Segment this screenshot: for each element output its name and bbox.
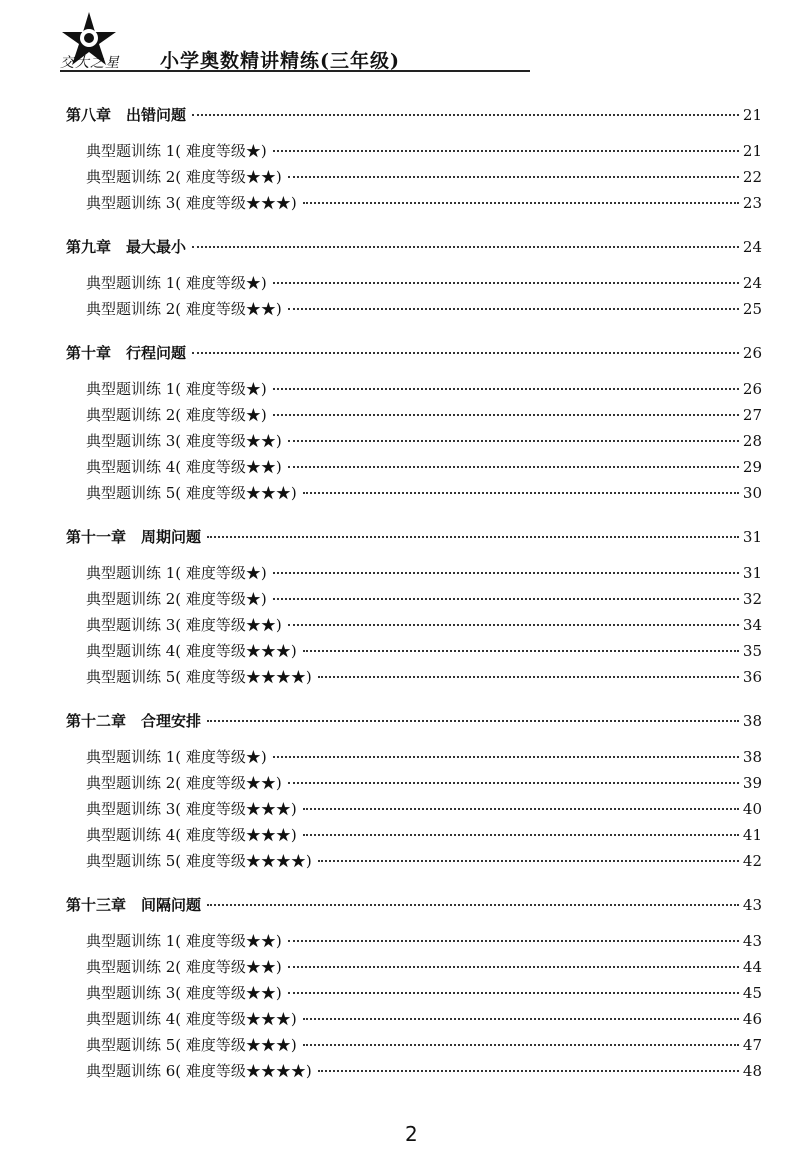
dot-leader: [273, 414, 739, 416]
toc-label: 第八章 出错问题: [66, 106, 187, 124]
dot-leader: [303, 808, 739, 810]
toc-page: 26: [742, 344, 762, 362]
toc-page: 43: [742, 896, 762, 914]
toc-page: 31: [742, 564, 762, 582]
toc-page: 28: [742, 432, 762, 450]
toc-section: [86, 298, 762, 319]
toc-chapter: [66, 894, 762, 915]
toc-page: 25: [742, 300, 762, 318]
toc-label: 典型题训练 4( 难度等级★★): [86, 458, 282, 476]
dot-leader: [288, 308, 739, 310]
dot-leader: [207, 536, 739, 538]
dot-leader: [303, 1018, 739, 1020]
book-title: 小学奥数精讲精练(三年级): [160, 50, 400, 72]
toc-page: 43: [742, 932, 762, 950]
toc-label: 典型题训练 1( 难度等级★): [86, 748, 267, 766]
toc-page: 39: [742, 774, 762, 792]
dot-leader: [192, 114, 739, 116]
dot-leader: [318, 676, 739, 678]
dot-leader: [288, 966, 739, 968]
toc-section: [86, 404, 762, 425]
toc-label: 典型题训练 5( 难度等级★★★★): [86, 668, 312, 686]
dot-leader: [288, 940, 739, 942]
toc-label: 典型题训练 2( 难度等级★): [86, 590, 267, 608]
dot-leader: [303, 492, 739, 494]
toc-section: [86, 1034, 762, 1055]
toc-page: 30: [742, 484, 762, 502]
toc-chapter: [66, 104, 762, 125]
toc-section: [86, 930, 762, 951]
dot-leader: [273, 150, 739, 152]
dot-leader: [303, 1044, 739, 1046]
toc-page: 38: [742, 748, 762, 766]
toc-section: [86, 614, 762, 635]
toc-page: 45: [742, 984, 762, 1002]
toc-page: 26: [742, 380, 762, 398]
logo-text: 交大之星: [60, 55, 120, 71]
toc-page: 48: [742, 1062, 762, 1080]
toc-label: 典型题训练 1( 难度等级★): [86, 142, 267, 160]
toc-chapter: [66, 526, 762, 547]
toc-label: 典型题训练 2( 难度等级★★): [86, 774, 282, 792]
toc-page: 24: [742, 274, 762, 292]
toc-section: [86, 746, 762, 767]
toc-label: 第十章 行程问题: [66, 344, 187, 362]
toc-page: 42: [742, 852, 762, 870]
toc-label: 典型题训练 5( 难度等级★★★): [86, 484, 297, 502]
toc-label: 典型题训练 1( 难度等级★): [86, 564, 267, 582]
dot-leader: [318, 1070, 739, 1072]
dot-leader: [288, 624, 739, 626]
toc-section: [86, 772, 762, 793]
toc-label: 典型题训练 1( 难度等级★): [86, 274, 267, 292]
toc-page: 35: [742, 642, 762, 660]
toc-section: [86, 430, 762, 451]
toc-label: 典型题训练 3( 难度等级★★★): [86, 800, 297, 818]
toc-label: 典型题训练 3( 难度等级★★): [86, 432, 282, 450]
dot-leader: [207, 720, 739, 722]
toc-label: 典型题训练 3( 难度等级★★): [86, 616, 282, 634]
toc-chapter: [66, 236, 762, 257]
toc-page: 22: [742, 168, 762, 186]
dot-leader: [273, 572, 739, 574]
toc-section: [86, 166, 762, 187]
dot-leader: [288, 782, 739, 784]
toc-page: 27: [742, 406, 762, 424]
toc-label: 第九章 最大最小: [66, 238, 187, 256]
toc-page: 46: [742, 1010, 762, 1028]
toc-section: [86, 850, 762, 871]
toc-section: [86, 640, 762, 661]
dot-leader: [288, 992, 739, 994]
toc-label: 典型题训练 6( 难度等级★★★★): [86, 1062, 312, 1080]
toc-label: 典型题训练 1( 难度等级★): [86, 380, 267, 398]
toc-page: 24: [742, 238, 762, 256]
dot-leader: [192, 352, 739, 354]
toc-page: 23: [742, 194, 762, 212]
page-number: 2: [405, 1122, 418, 1146]
toc-section: [86, 798, 762, 819]
toc-page: 21: [742, 142, 762, 160]
toc-page: 29: [742, 458, 762, 476]
toc-page: 21: [742, 106, 762, 124]
toc-label: 典型题训练 2( 难度等级★★): [86, 168, 282, 186]
toc-page: 36: [742, 668, 762, 686]
toc-label: 典型题训练 4( 难度等级★★★): [86, 826, 297, 844]
toc-label: 第十三章 间隔问题: [66, 896, 202, 914]
toc-label: 典型题训练 4( 难度等级★★★): [86, 1010, 297, 1028]
toc-chapter: [66, 710, 762, 731]
toc-label: 典型题训练 3( 难度等级★★★): [86, 194, 297, 212]
toc-page: 41: [742, 826, 762, 844]
toc-page: 38: [742, 712, 762, 730]
toc-section: [86, 956, 762, 977]
toc-section: [86, 824, 762, 845]
toc-section: [86, 272, 762, 293]
toc-section: [86, 456, 762, 477]
dot-leader: [288, 466, 739, 468]
dot-leader: [303, 202, 739, 204]
toc-label: 典型题训练 5( 难度等级★★★★): [86, 852, 312, 870]
dot-leader: [288, 176, 739, 178]
toc-section: [86, 1060, 762, 1081]
dot-leader: [288, 440, 739, 442]
toc-section: [86, 1008, 762, 1029]
dot-leader: [273, 598, 739, 600]
toc-section: [86, 192, 762, 213]
toc-label: 典型题训练 3( 难度等级★★): [86, 984, 282, 1002]
dot-leader: [303, 834, 739, 836]
toc-label: 典型题训练 5( 难度等级★★★): [86, 1036, 297, 1054]
dot-leader: [273, 388, 739, 390]
dot-leader: [207, 904, 739, 906]
toc-section: [86, 140, 762, 161]
toc-label: 典型题训练 4( 难度等级★★★): [86, 642, 297, 660]
toc-page: 47: [742, 1036, 762, 1054]
toc-label: 第十一章 周期问题: [66, 528, 202, 546]
toc-page: 40: [742, 800, 762, 818]
toc-label: 典型题训练 2( 难度等级★★): [86, 958, 282, 976]
toc-page: 31: [742, 528, 762, 546]
toc-section: [86, 378, 762, 399]
dot-leader: [273, 282, 739, 284]
toc-section: [86, 666, 762, 687]
dot-leader: [303, 650, 739, 652]
toc-section: [86, 982, 762, 1003]
toc-label: 典型题训练 2( 难度等级★): [86, 406, 267, 424]
toc-chapter: [66, 342, 762, 363]
toc-label: 典型题训练 2( 难度等级★★): [86, 300, 282, 318]
toc-section: [86, 482, 762, 503]
dot-leader: [318, 860, 739, 862]
toc-section: [86, 588, 762, 609]
dot-leader: [192, 246, 739, 248]
toc-label: 第十二章 合理安排: [66, 712, 202, 730]
toc-page: 44: [742, 958, 762, 976]
toc-label: 典型题训练 1( 难度等级★★): [86, 932, 282, 950]
toc-section: [86, 562, 762, 583]
toc-page: 32: [742, 590, 762, 608]
toc-page: 34: [742, 616, 762, 634]
dot-leader: [273, 756, 739, 758]
